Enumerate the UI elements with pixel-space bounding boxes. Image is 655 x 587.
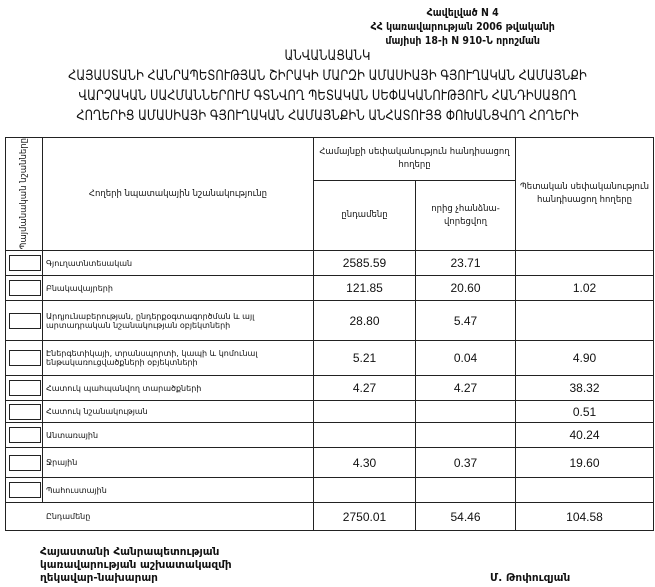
table-row (6, 423, 654, 448)
community-total-cell: 28.80 (314, 301, 416, 341)
legend-symbol (9, 255, 41, 271)
community-total-cell (314, 478, 416, 503)
table-row (6, 376, 654, 401)
of-which-cell (416, 478, 516, 503)
of-which-cell (416, 401, 516, 423)
annex-line: մայիսի 18-ի N 910-Ն որոշման (385, 35, 541, 47)
title-line: ՎԱՐՉԱԿԱՆ ՍԱՀՄԱՆՆԵՐՈՒՄ ԳՏՆՎՈՂ ՊԵՏԱԿԱՆ ՍԵՓԱԿԱՆՈՒԹՅՈՒՆ ՀԱՆԴԻՍԱՑՈՂ (78, 88, 577, 104)
table-row (6, 341, 654, 376)
total-label: Ընդամենը (6, 503, 314, 531)
table-row (6, 401, 654, 423)
purpose-cell: Ջրային (43, 448, 314, 478)
purpose-cell: Պահուստային (43, 478, 314, 503)
purpose-cell: Բնակավայրերի (43, 276, 314, 301)
state-cell (516, 478, 654, 503)
header-total: ընդամենը (314, 181, 416, 251)
legend-symbol (9, 313, 41, 329)
table-row (6, 276, 654, 301)
symbol-cell (6, 401, 43, 423)
community-total-cell: 121.85 (314, 276, 416, 301)
community-total-cell (314, 423, 416, 448)
legend-symbol (9, 455, 41, 471)
header-purpose: Հողերի նպատակային նշանակությունը (43, 138, 314, 251)
state-cell: 40.24 (516, 423, 654, 448)
legend-symbol (9, 482, 41, 498)
signature-block (40, 546, 232, 585)
document-title (0, 46, 655, 126)
state-cell (516, 251, 654, 276)
state-cell: 19.60 (516, 448, 654, 478)
title-line: ԱՆՎԱՆԱՑԱՆԿ (284, 48, 371, 64)
state-cell: 4.90 (516, 341, 654, 376)
of-which-cell: 4.27 (416, 376, 516, 401)
of-which-cell: 0.37 (416, 448, 516, 478)
signer-title-line: ղեկավար-նախարար (40, 572, 158, 584)
signer-title-line: կառավարության աշխատակազմի (40, 559, 232, 571)
symbol-cell (6, 423, 43, 448)
purpose-cell: Գյուղատնտեսական (43, 251, 314, 276)
total-state: 104.58 (516, 503, 654, 531)
annex-line: Հավելված N 4 (426, 7, 499, 19)
state-cell: 1.02 (516, 276, 654, 301)
purpose-cell: Հատուկ նշանակության (43, 401, 314, 423)
of-which-cell (416, 423, 516, 448)
header-state: Պետական սեփականություն հանդիսացող հողերը (516, 138, 654, 251)
title-line: ՀՈՂԵՐԻՑ ԱՄԱՍԻԱՅԻ ԳՅՈՒՂԱԿԱՆ ՀԱՄԱՅՆՔԻՆ ԱՆՀԱՏՈՒՅՑ ՓՈԽԱՆՑՎՈՂ ՀՈՂԵՐԻ (76, 108, 579, 124)
symbol-cell (6, 251, 43, 276)
state-cell (516, 301, 654, 341)
header-symbols: Պայմանական նշանները (6, 138, 43, 251)
legend-symbol (9, 350, 41, 366)
legend-symbol (9, 380, 41, 396)
header-of-which: որից չհանձնա-վորեցվող (416, 181, 516, 251)
community-total-cell: 4.30 (314, 448, 416, 478)
symbol-cell (6, 478, 43, 503)
legend-symbol (9, 280, 41, 296)
community-total-cell: 4.27 (314, 376, 416, 401)
total-of-which: 54.46 (416, 503, 516, 531)
signer-title-line: Հայաստանի Հանրապետության (40, 546, 220, 558)
total-community: 2750.01 (314, 503, 416, 531)
annex-reference (371, 6, 555, 48)
symbol-cell (6, 301, 43, 341)
of-which-cell: 0.04 (416, 341, 516, 376)
table-row (6, 478, 654, 503)
symbol-cell (6, 276, 43, 301)
table-row (6, 251, 654, 276)
community-total-cell: 2585.59 (314, 251, 416, 276)
symbol-cell (6, 448, 43, 478)
of-which-cell: 23.71 (416, 251, 516, 276)
purpose-cell: Հատուկ պահպանվող տարածքների (43, 376, 314, 401)
of-which-cell: 5.47 (416, 301, 516, 341)
legend-symbol (9, 404, 41, 420)
purpose-cell: Անտառային (43, 423, 314, 448)
total-row (6, 503, 654, 531)
symbol-cell (6, 341, 43, 376)
purpose-cell: Արդյունաբերության, ընդերքօգտագործման և այլ արտադրական նշանակության օբյեկտների (43, 301, 314, 341)
annex-line: ՀՀ կառավարության 2006 թվականի (370, 21, 555, 33)
community-total-cell: 5.21 (314, 341, 416, 376)
of-which-cell: 20.60 (416, 276, 516, 301)
symbol-cell (6, 376, 43, 401)
table-row (6, 301, 654, 341)
state-cell: 38.32 (516, 376, 654, 401)
signatory-name: Մ. Թոփուզյան (490, 572, 571, 584)
land-table (5, 137, 654, 531)
state-cell: 0.51 (516, 401, 654, 423)
table-row (6, 448, 654, 478)
header-community: Համայնքի սեփականություն հանդիսացող հողերը (314, 138, 516, 181)
title-line: ՀԱՅԱՍՏԱՆԻ ՀԱՆՐԱՊԵՏՈՒԹՅԱՆ ՇԻՐԱԿԻ ՄԱՐԶԻ ԱՄԱՍԻԱՅԻ ԳՅՈՒՂԱԿԱՆ ՀԱՄԱՅՆՔԻ (68, 68, 587, 84)
community-total-cell (314, 401, 416, 423)
legend-symbol (9, 427, 41, 443)
purpose-cell: Էներգետիկայի, տրանսպորտի, կապի և կոմունալ ենթակառուցվածքների օբյեկտների (43, 341, 314, 376)
